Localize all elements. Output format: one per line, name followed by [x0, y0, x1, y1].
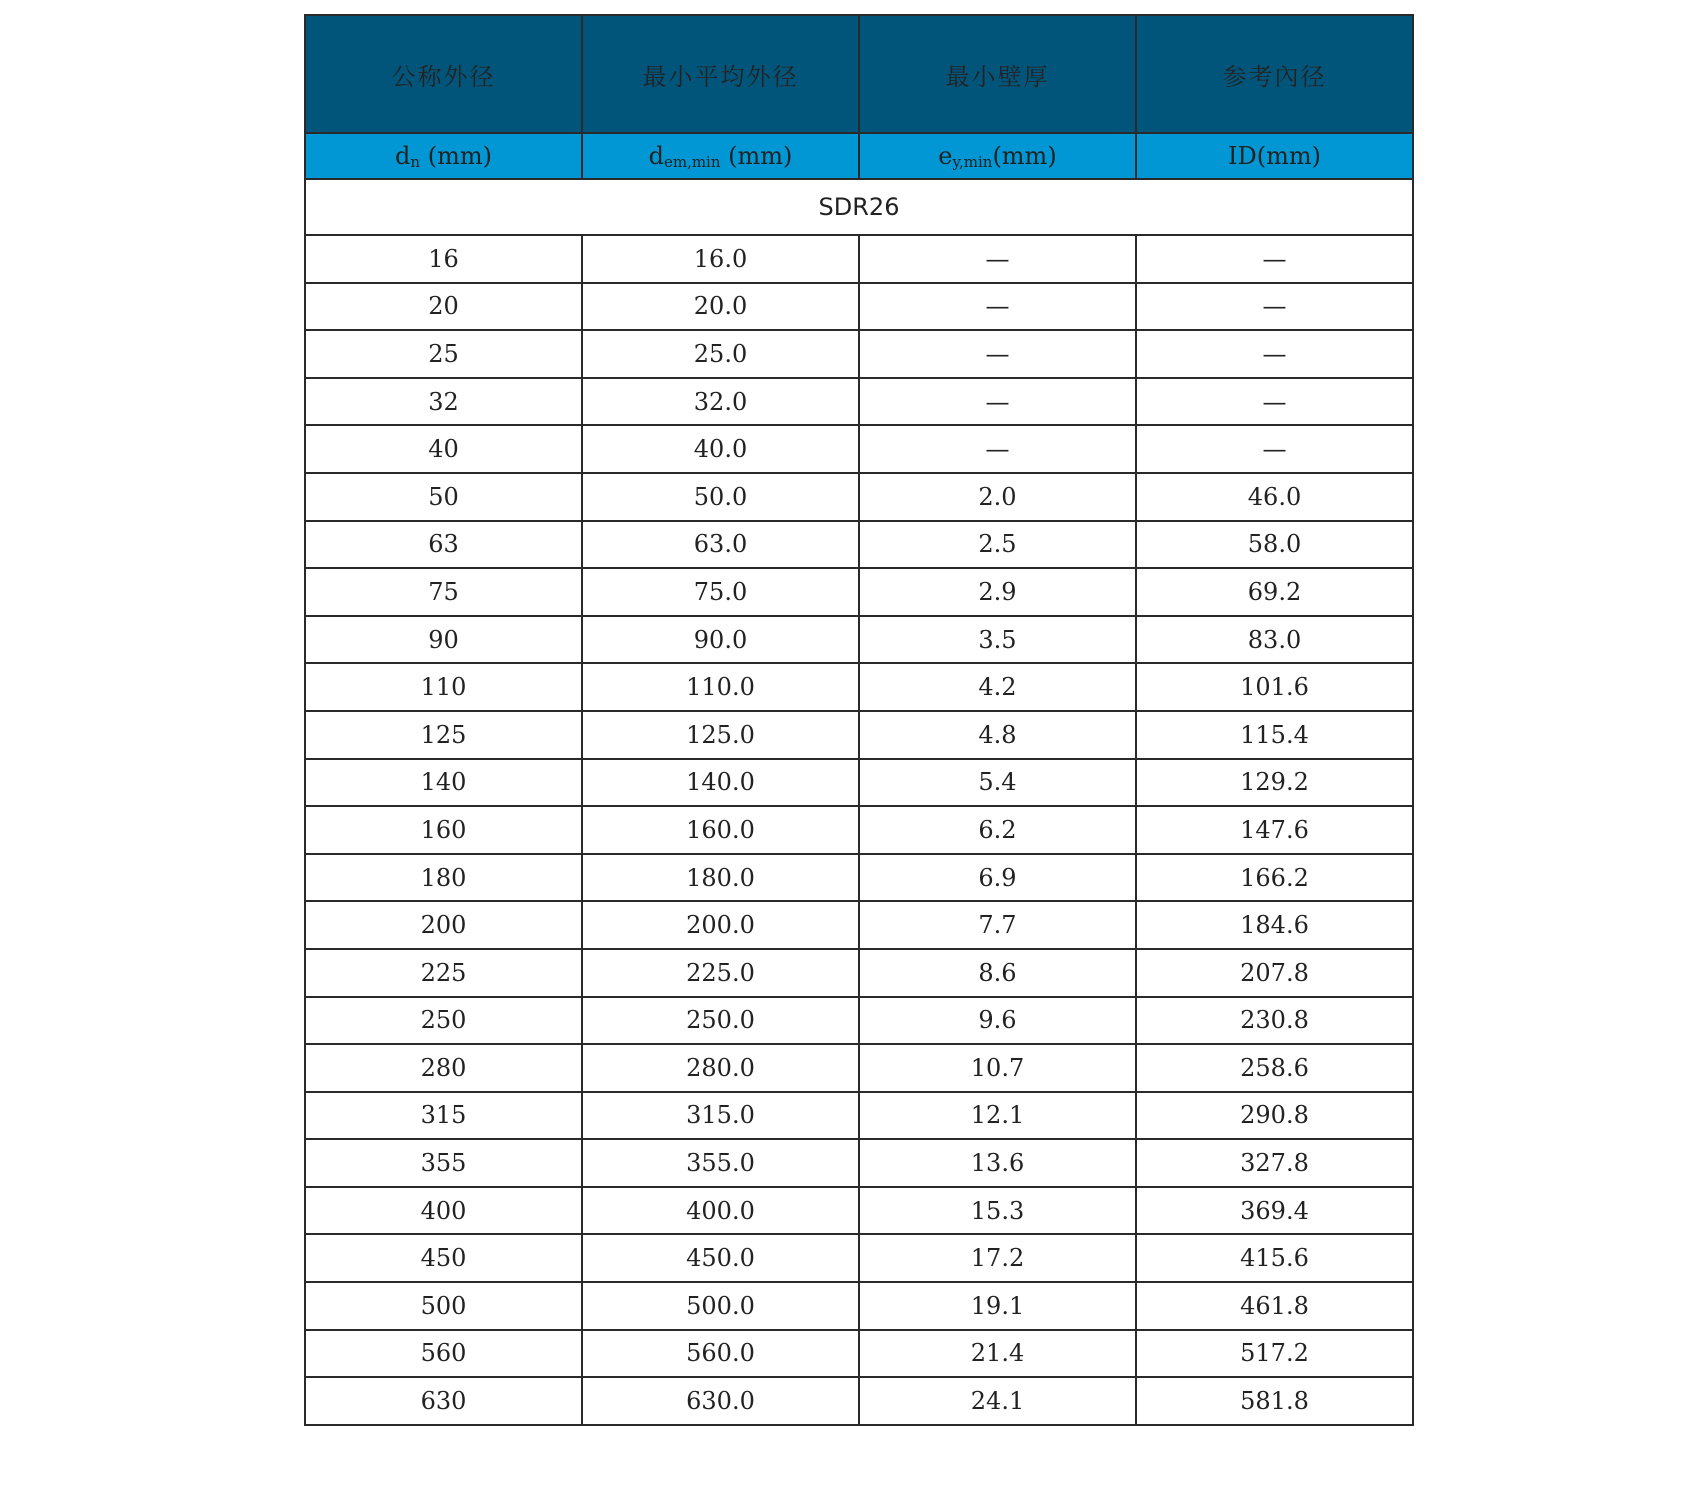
table-cell: 110	[305, 663, 582, 711]
table-cell: 500.0	[582, 1282, 859, 1330]
table-cell: 140	[305, 759, 582, 807]
group-label: SDR26	[305, 179, 1413, 235]
table-cell: 13.6	[859, 1139, 1136, 1187]
table-cell: 90.0	[582, 616, 859, 664]
table-cell: 125.0	[582, 711, 859, 759]
table-row	[305, 854, 1413, 902]
header-row	[305, 15, 1413, 133]
table-cell: 225.0	[582, 949, 859, 997]
table-cell: 115.4	[1136, 711, 1413, 759]
table-cell: 25	[305, 330, 582, 378]
table-cell: 16.0	[582, 235, 859, 283]
table-cell: 140.0	[582, 759, 859, 807]
table-cell: 50	[305, 473, 582, 521]
table-cell: 230.8	[1136, 997, 1413, 1045]
table-cell: 32.0	[582, 378, 859, 426]
table-row	[305, 521, 1413, 569]
table-cell: —	[859, 378, 1136, 426]
table-cell: 280.0	[582, 1044, 859, 1092]
table-cell: 500	[305, 1282, 582, 1330]
table-row	[305, 473, 1413, 521]
table-cell: 400.0	[582, 1187, 859, 1235]
unit-nominal-od: $d_n$ (mm)	[305, 133, 582, 179]
table-cell: 160.0	[582, 806, 859, 854]
table-row	[305, 1139, 1413, 1187]
table-row	[305, 425, 1413, 473]
table-row	[305, 1377, 1413, 1425]
table-cell: 280	[305, 1044, 582, 1092]
table-cell: 200	[305, 901, 582, 949]
table-cell: 129.2	[1136, 759, 1413, 807]
table-cell: 461.8	[1136, 1282, 1413, 1330]
table-cell: 10.7	[859, 1044, 1136, 1092]
table-cell: —	[859, 425, 1136, 473]
table-cell: 75	[305, 568, 582, 616]
table-row	[305, 759, 1413, 807]
table-cell: 180.0	[582, 854, 859, 902]
table-cell: 147.6	[1136, 806, 1413, 854]
table-cell: 4.2	[859, 663, 1136, 711]
table-row	[305, 1044, 1413, 1092]
table-cell: 8.6	[859, 949, 1136, 997]
table-cell: 250	[305, 997, 582, 1045]
table-row	[305, 1330, 1413, 1378]
table-row	[305, 711, 1413, 759]
table-cell: 630	[305, 1377, 582, 1425]
unit-min-wall: $e_{y,min}(mm)$	[859, 133, 1136, 179]
table-cell: 6.2	[859, 806, 1136, 854]
table-cell: 24.1	[859, 1377, 1136, 1425]
table-row	[305, 997, 1413, 1045]
table-cell: 560	[305, 1330, 582, 1378]
header-min-wall: 最小壁厚	[859, 15, 1136, 133]
table-cell: —	[859, 235, 1136, 283]
table-cell: 517.2	[1136, 1330, 1413, 1378]
table-cell: 17.2	[859, 1234, 1136, 1282]
table-cell: 7.7	[859, 901, 1136, 949]
table-cell: 166.2	[1136, 854, 1413, 902]
table-cell: 250.0	[582, 997, 859, 1045]
table-cell: 25.0	[582, 330, 859, 378]
table-row	[305, 1234, 1413, 1282]
table-cell: 2.0	[859, 473, 1136, 521]
table-cell: 355.0	[582, 1139, 859, 1187]
table-cell: 315.0	[582, 1092, 859, 1140]
table-cell: 6.9	[859, 854, 1136, 902]
table-cell: 40	[305, 425, 582, 473]
table-cell: 369.4	[1136, 1187, 1413, 1235]
table-cell: 327.8	[1136, 1139, 1413, 1187]
table-row	[305, 1282, 1413, 1330]
table-cell: —	[1136, 425, 1413, 473]
table-row	[305, 616, 1413, 664]
table-cell: —	[859, 283, 1136, 331]
table-cell: 90	[305, 616, 582, 664]
table-cell: 16	[305, 235, 582, 283]
table-cell: 125	[305, 711, 582, 759]
table-cell: 225	[305, 949, 582, 997]
table-cell: 9.6	[859, 997, 1136, 1045]
table-cell: 83.0	[1136, 616, 1413, 664]
table-cell: 20	[305, 283, 582, 331]
table-cell: 58.0	[1136, 521, 1413, 569]
table-cell: 160	[305, 806, 582, 854]
table-cell: 63.0	[582, 521, 859, 569]
table-cell: 12.1	[859, 1092, 1136, 1140]
table-cell: 180	[305, 854, 582, 902]
table-cell: 63	[305, 521, 582, 569]
table-cell: 75.0	[582, 568, 859, 616]
table-cell: —	[1136, 283, 1413, 331]
header-ref-id: 参考內径	[1136, 15, 1413, 133]
table-cell: 40.0	[582, 425, 859, 473]
table-cell: 258.6	[1136, 1044, 1413, 1092]
table-row	[305, 378, 1413, 426]
table-cell: 19.1	[859, 1282, 1136, 1330]
table-cell: 450.0	[582, 1234, 859, 1282]
table-cell: 32	[305, 378, 582, 426]
unit-row	[305, 133, 1413, 179]
table-cell: —	[1136, 330, 1413, 378]
header-min-mean-od: 最小平均外径	[582, 15, 859, 133]
table-cell: 101.6	[1136, 663, 1413, 711]
table-cell: 200.0	[582, 901, 859, 949]
table-row	[305, 1187, 1413, 1235]
table-cell: 69.2	[1136, 568, 1413, 616]
table-cell: 50.0	[582, 473, 859, 521]
unit-min-mean-od: $d_{em,min}$ (mm)	[582, 133, 859, 179]
table-cell: 4.8	[859, 711, 1136, 759]
table-row	[305, 901, 1413, 949]
table-row	[305, 1092, 1413, 1140]
table-row	[305, 330, 1413, 378]
table-cell: 630.0	[582, 1377, 859, 1425]
table-cell: 290.8	[1136, 1092, 1413, 1140]
table-cell: 355	[305, 1139, 582, 1187]
unit-ref-id: ID(mm)	[1136, 133, 1413, 179]
table-cell: —	[1136, 378, 1413, 426]
table-cell: 20.0	[582, 283, 859, 331]
table-cell: 415.6	[1136, 1234, 1413, 1282]
table-cell: 3.5	[859, 616, 1136, 664]
pipe-spec-table	[304, 14, 1414, 1426]
table-cell: —	[1136, 235, 1413, 283]
table-cell: 315	[305, 1092, 582, 1140]
header-nominal-od: 公称外径	[305, 15, 582, 133]
table-row	[305, 949, 1413, 997]
table-cell: 46.0	[1136, 473, 1413, 521]
table-cell: 5.4	[859, 759, 1136, 807]
table-row	[305, 568, 1413, 616]
table-cell: 581.8	[1136, 1377, 1413, 1425]
group-row	[305, 179, 1413, 235]
table-cell: 110.0	[582, 663, 859, 711]
table-cell: 2.9	[859, 568, 1136, 616]
table-cell: 560.0	[582, 1330, 859, 1378]
table-cell: 21.4	[859, 1330, 1136, 1378]
table-cell: 400	[305, 1187, 582, 1235]
table-row	[305, 663, 1413, 711]
table-cell: 207.8	[1136, 949, 1413, 997]
table-row	[305, 806, 1413, 854]
table-cell: 450	[305, 1234, 582, 1282]
table-row	[305, 235, 1413, 283]
table-cell: —	[859, 330, 1136, 378]
table-cell: 15.3	[859, 1187, 1136, 1235]
table-cell: 184.6	[1136, 901, 1413, 949]
table-cell: 2.5	[859, 521, 1136, 569]
table-row	[305, 283, 1413, 331]
